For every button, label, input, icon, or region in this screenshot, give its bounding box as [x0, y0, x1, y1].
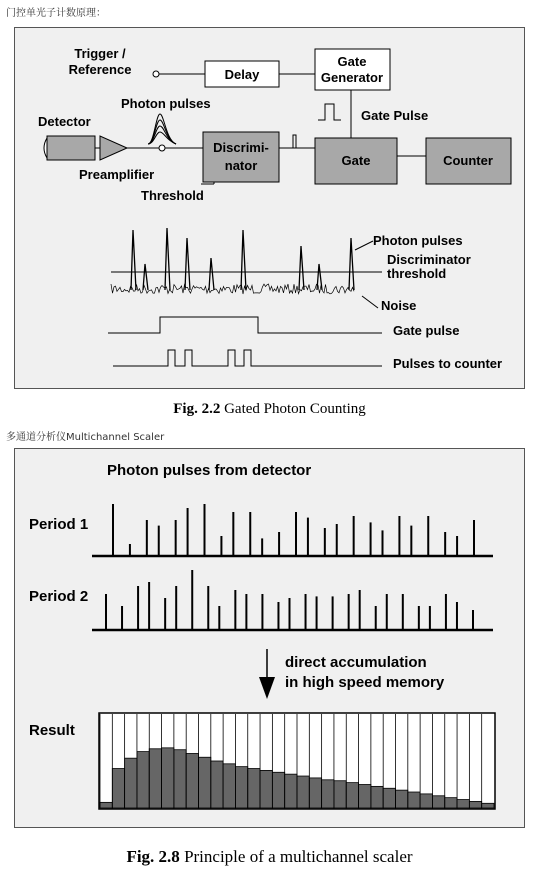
photon-pulses-icon: [148, 114, 176, 144]
detector-label: Detector: [38, 114, 91, 129]
fig1-caption-text: Gated Photon Counting: [220, 401, 366, 417]
fig2-caption: [0, 847, 539, 867]
histogram-bar: [272, 772, 284, 808]
histogram-bar: [359, 785, 371, 809]
photon-pulses-pointer: [355, 241, 373, 250]
period1-pulses: [113, 504, 474, 556]
signal-node: [159, 145, 165, 151]
photon-pulses-heading: Photon pulses from detector: [107, 462, 312, 479]
result-label: Result: [29, 722, 75, 739]
photon-spike: [299, 246, 304, 290]
discriminator-label-1: Discrimi-: [213, 140, 269, 155]
histogram-bar: [199, 757, 211, 808]
gate-pulse-waveform: [108, 317, 382, 333]
gated-photon-counting-diagram: [15, 28, 524, 388]
signal-trace: [111, 228, 382, 308]
histogram-bar: [174, 750, 186, 808]
period2-label: Period 2: [29, 588, 89, 605]
histogram-bar: [186, 753, 198, 808]
gate-pulse-label-2: Gate pulse: [393, 323, 460, 338]
period2-pulses: [106, 570, 473, 630]
period1-label: Period 1: [29, 516, 89, 533]
photon-spike: [165, 228, 170, 290]
histogram-bar: [297, 776, 309, 808]
histogram-bar: [396, 790, 408, 808]
accumulation-arrow-head: [259, 677, 275, 699]
gate-generator-label-1: Gate: [337, 54, 367, 69]
histogram-bar: [322, 780, 334, 808]
photon-spike: [317, 264, 322, 290]
histogram-bar: [383, 788, 395, 808]
accumulation-label-2: in high speed memory: [285, 674, 445, 691]
fig2-caption-text: Principle of a multichannel scaler: [179, 847, 413, 866]
photon-spike: [185, 238, 190, 290]
threshold-label: Threshold: [141, 188, 204, 203]
histogram-bar: [420, 794, 432, 808]
fig2-caption-number: Fig. 2.8: [126, 847, 180, 866]
mid-caption: 多通道分析仪Multichannel Scaler: [6, 432, 165, 443]
photon-spike: [349, 238, 354, 290]
histogram-bar: [482, 803, 494, 808]
discriminator-threshold-label-2: threshold: [387, 266, 447, 281]
histogram-bar: [100, 802, 112, 808]
histogram-bar: [125, 758, 137, 808]
histogram-bar: [248, 769, 260, 808]
noise-pointer: [362, 296, 378, 308]
histogram-bar: [346, 783, 358, 808]
trigger-input-node: [153, 71, 159, 77]
reference-label: Reference: [68, 62, 132, 77]
histogram-bar: [309, 778, 321, 808]
accumulation-label-1: direct accumulation: [285, 654, 427, 671]
noise-label: Noise: [381, 298, 417, 313]
histogram-bar: [445, 798, 457, 808]
trigger-label: Trigger /: [74, 46, 126, 61]
gate-generator-label-2: Generator: [320, 70, 384, 85]
photon-pulses-label-2: Photon pulses: [373, 233, 463, 248]
counter-label: Counter: [443, 153, 493, 168]
photon-spike: [209, 258, 214, 290]
top-caption: 门控单光子计数原理：: [6, 8, 106, 19]
histogram-bar: [469, 801, 481, 808]
histogram-bar: [211, 761, 223, 808]
gate-label: Gate: [341, 153, 371, 168]
histogram-bar: [371, 786, 383, 808]
fig1-caption: [0, 401, 539, 418]
photon-spike: [131, 230, 136, 290]
histogram-bar: [408, 792, 420, 808]
histogram-bar: [162, 748, 174, 808]
histogram-bar: [285, 774, 297, 808]
histogram-bar: [149, 749, 161, 808]
histogram-bar: [457, 800, 469, 808]
multichannel-scaler-diagram: [15, 449, 524, 827]
histogram-bar: [223, 764, 235, 808]
gate-pulse-label: Gate Pulse: [361, 108, 429, 123]
photon-spike: [143, 264, 148, 290]
discriminator-label-2: nator: [224, 158, 258, 173]
histogram-bar: [334, 781, 346, 808]
pulses-to-counter-label: Pulses to counter: [393, 356, 503, 371]
pulses-to-counter-waveform: [113, 350, 382, 366]
photon-spike: [241, 230, 246, 290]
preamplifier-icon: [100, 136, 127, 160]
preamplifier-label: Preamplifier: [79, 167, 155, 182]
photon-pulses-label: Photon pulses: [121, 96, 211, 111]
detector-icon: [44, 136, 95, 160]
gate-pulse-icon: [318, 104, 341, 120]
histogram-bar: [112, 769, 124, 808]
histogram-bar: [260, 770, 272, 808]
histogram-bar: [137, 752, 149, 808]
fig1-caption-number: Fig. 2.2: [173, 401, 221, 417]
digital-pulse-icon: [289, 135, 300, 148]
gated-photon-counting-panel: [14, 27, 525, 389]
discriminator-threshold-label-1: Discriminator: [387, 252, 471, 267]
histogram-bar: [432, 796, 444, 808]
delay-label: Delay: [224, 67, 260, 82]
histogram-bar: [235, 767, 247, 808]
photon-spikes: [131, 228, 354, 290]
multichannel-scaler-panel: [14, 448, 525, 828]
